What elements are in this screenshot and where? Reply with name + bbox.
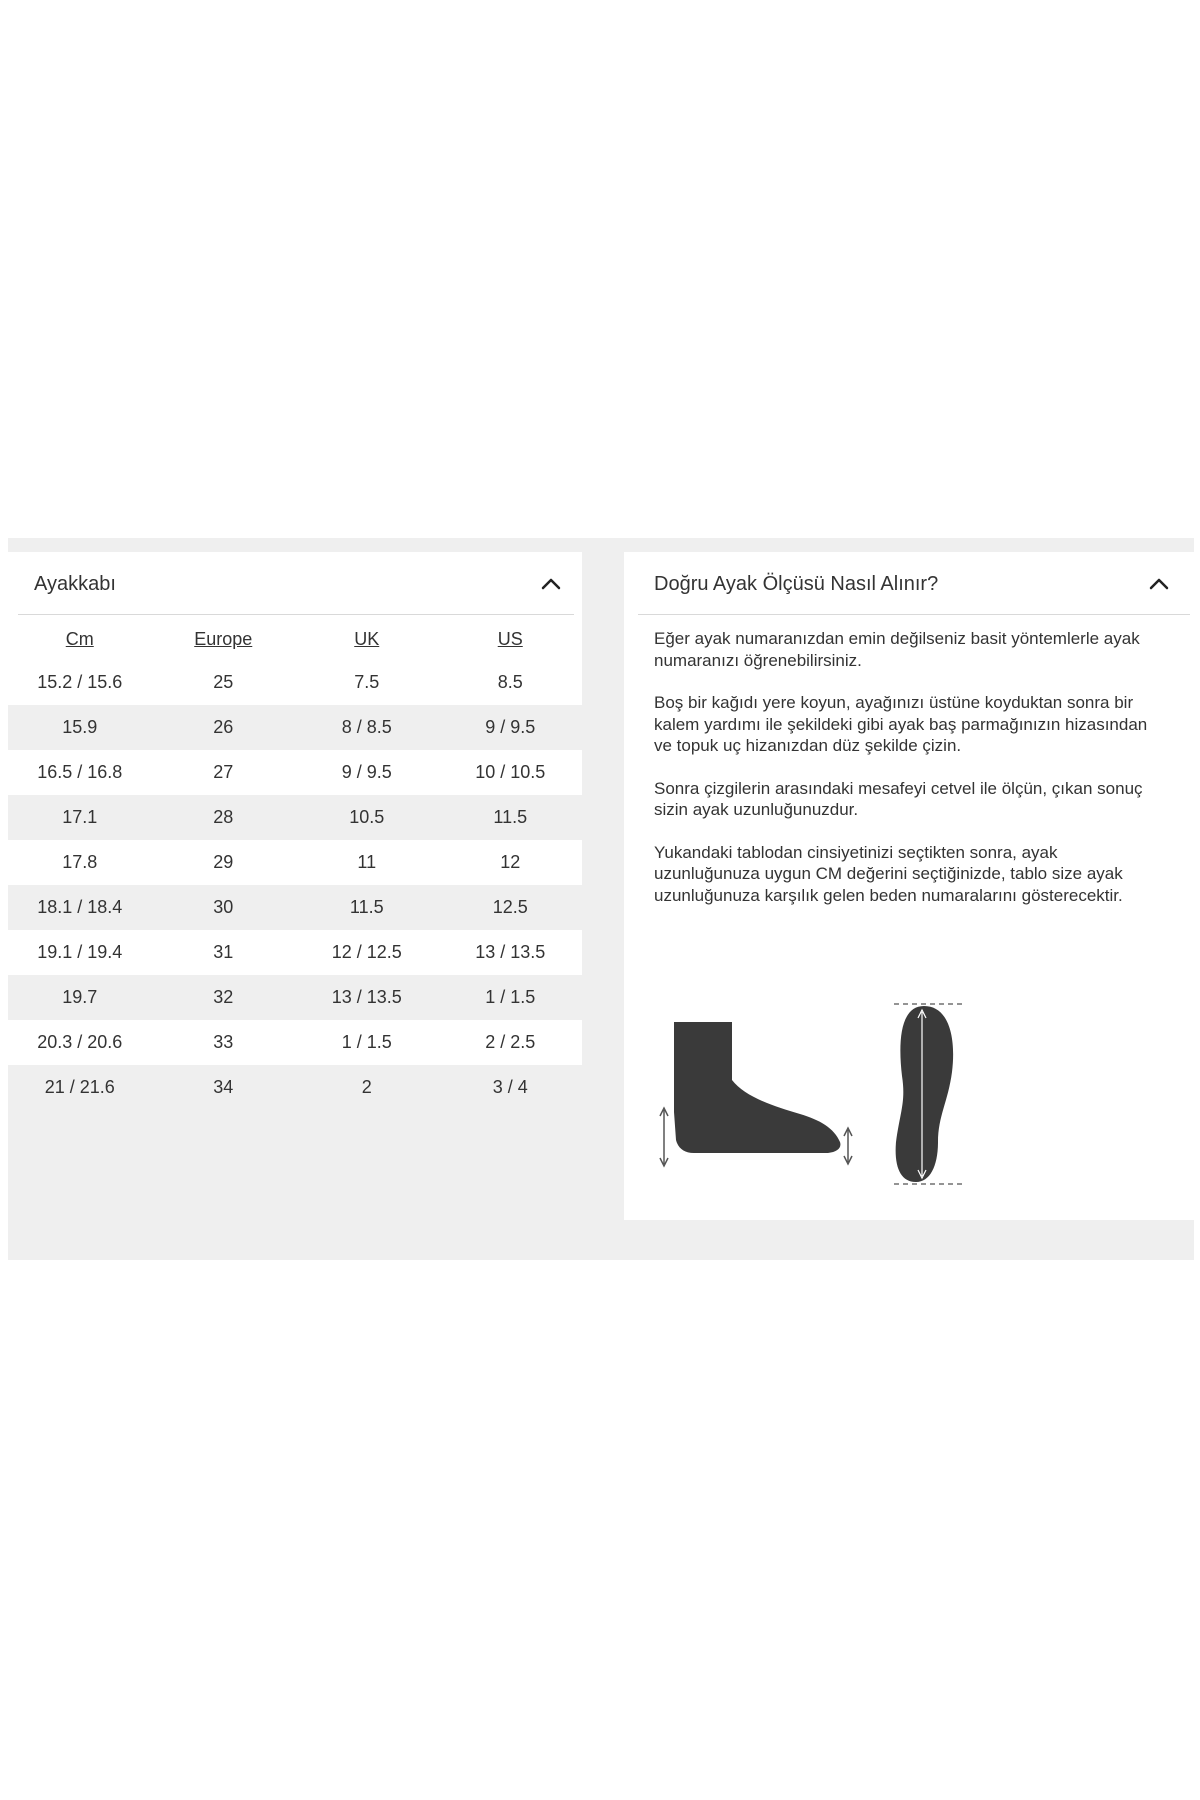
size-table [8, 618, 582, 1110]
measure-guide-title: Doğru Ayak Ölçüsü Nasıl Alınır? [654, 572, 939, 595]
cell-cm: 15.2 / 15.6 [37, 672, 123, 692]
divider [638, 614, 1190, 615]
cell-us: 2 / 2.5 [485, 1032, 536, 1052]
table-row [8, 795, 582, 840]
cell-cm: 15.9 [8, 705, 152, 750]
cell-europe: 26 [152, 705, 296, 750]
cell-uk: 12 / 12.5 [331, 942, 402, 962]
cell-us: 10 / 10.5 [475, 762, 546, 782]
measure-guide-panel [624, 552, 1194, 1220]
cell-uk: 10.5 [295, 795, 439, 840]
table-row [8, 885, 582, 930]
cell-us: 12.5 [439, 885, 583, 930]
cell-uk: 2 [295, 1065, 439, 1110]
cell-uk: 11.5 [295, 885, 439, 930]
divider [18, 614, 574, 615]
cell-cm: 17.1 [8, 795, 152, 840]
table-row [8, 705, 582, 750]
cell-europe: 28 [152, 795, 296, 840]
cell-cm: 17.8 [62, 852, 98, 872]
column-header-us[interactable]: US [497, 628, 523, 649]
cell-cm: 19.1 / 19.4 [37, 942, 123, 962]
cell-uk: 7.5 [354, 672, 380, 692]
cell-europe: 29 [213, 852, 234, 872]
table-row [8, 1065, 582, 1110]
chevron-up-icon[interactable] [1148, 573, 1170, 595]
instruction-paragraph: Yukandaki tablodan cinsiyetinizi seçtikten sonra, ayak uzunluğunuza uygun CM değerini seçtiğinizde, tablo size ayak uzunluğunuza karşılık gelen beden numaralarını gösterecektir. [654, 842, 1123, 905]
cell-us: 3 / 4 [439, 1065, 583, 1110]
foot-side-view [660, 1022, 852, 1166]
cell-europe: 31 [213, 942, 234, 962]
cell-europe: 30 [152, 885, 296, 930]
cell-uk: 9 / 9.5 [341, 762, 392, 782]
cell-europe: 33 [213, 1032, 234, 1052]
chevron-up-icon[interactable] [540, 573, 562, 595]
column-header-europe[interactable]: Europe [194, 628, 253, 649]
table-row [8, 975, 582, 1020]
size-table-panel [8, 552, 582, 1097]
column-header-cm[interactable]: Cm [65, 628, 94, 649]
cell-cm: 19.7 [8, 975, 152, 1020]
measure-guide-header[interactable] [624, 552, 1194, 616]
cell-cm: 18.1 / 18.4 [8, 885, 152, 930]
size-table-header[interactable] [8, 552, 582, 616]
cell-uk: 1 / 1.5 [341, 1032, 392, 1052]
cell-uk: 11 [357, 852, 377, 872]
cell-europe: 34 [152, 1065, 296, 1110]
table-row [8, 840, 582, 885]
cell-us: 8.5 [497, 672, 523, 692]
measure-instructions [654, 628, 1164, 927]
instruction-paragraph: Eğer ayak numaranızdan emin değilseniz basit yöntemlerle ayak numaranızı öğrenebilirsiniz. [654, 629, 1140, 670]
cell-us: 11.5 [439, 795, 583, 840]
instruction-paragraph: Sonra çizgilerin arasındaki mesafeyi cetvel ile ölçün, çıkan sonuç sizin ayak uzunluğunuzdur. [654, 778, 1143, 819]
instruction-paragraph: Boş bir kağıdı yere koyun, ayağınızı üstüne koyduktan sonra bir kalem yardımı ile şekildeki gibi ayak baş parmağınızın hizasından ve topuk uç hizanızdan düz şekilde çizin. [654, 693, 1148, 755]
cell-us: 12 [500, 852, 521, 872]
cell-us: 13 / 13.5 [475, 942, 546, 962]
cell-europe: 25 [213, 672, 234, 692]
table-row [8, 750, 582, 795]
table-header-row [8, 618, 582, 660]
cell-cm: 20.3 / 20.6 [37, 1032, 123, 1052]
cell-us: 1 / 1.5 [439, 975, 583, 1020]
cell-cm: 21 / 21.6 [8, 1065, 152, 1110]
cell-uk: 8 / 8.5 [295, 705, 439, 750]
cell-cm: 16.5 / 16.8 [37, 762, 123, 782]
cell-uk: 13 / 13.5 [295, 975, 439, 1020]
table-row [8, 660, 582, 705]
table-row [8, 1020, 582, 1065]
size-table-title: Ayakkabı [34, 572, 116, 595]
table-row [8, 930, 582, 975]
foot-sole-view [894, 1004, 964, 1184]
cell-europe: 32 [152, 975, 296, 1020]
foot-measurement-icon [654, 992, 984, 1192]
cell-us: 9 / 9.5 [439, 705, 583, 750]
column-header-uk[interactable]: UK [354, 628, 380, 649]
cell-europe: 27 [213, 762, 234, 782]
